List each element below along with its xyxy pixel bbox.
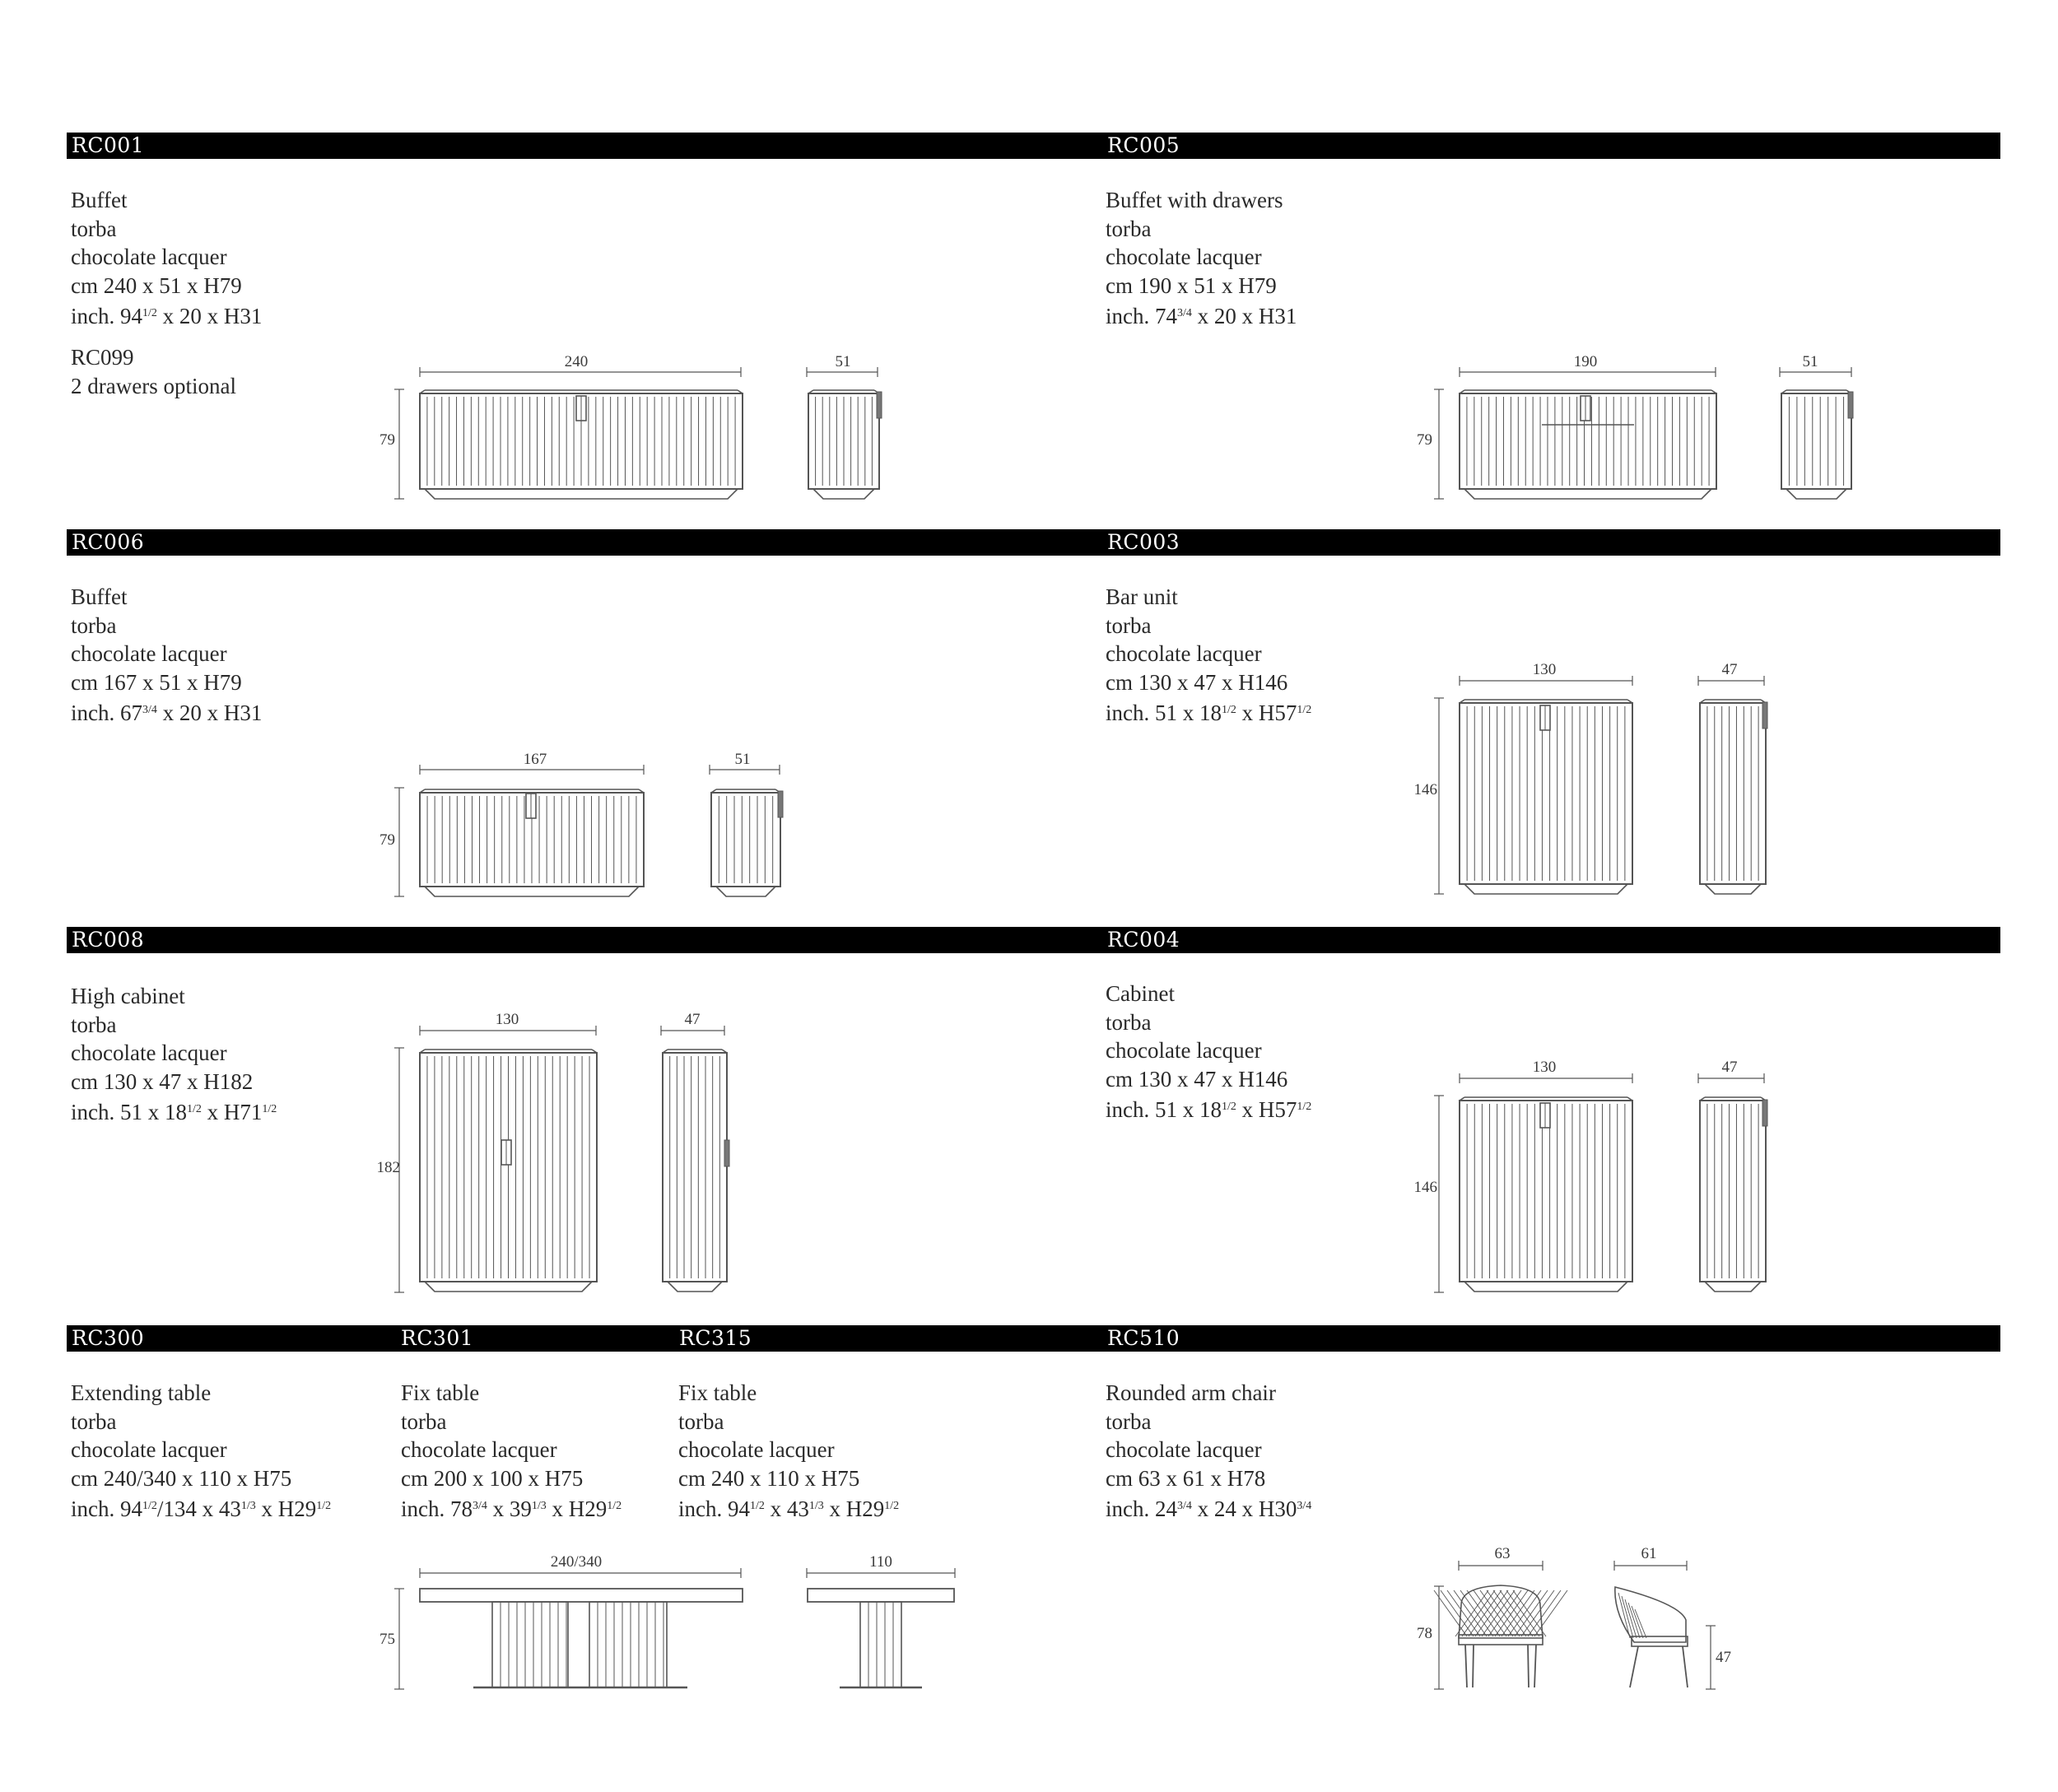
table-top xyxy=(420,1589,743,1602)
product-code: RC300 xyxy=(72,1326,145,1350)
width-dimension-label: 240/340 xyxy=(550,1553,603,1571)
product-finish: chocolate lacquer xyxy=(71,1040,227,1065)
product-name: Buffet xyxy=(71,188,128,212)
inch-text: x 43 xyxy=(764,1496,809,1521)
product-code: RC004 xyxy=(1107,928,1180,952)
quilting-line xyxy=(1528,1590,1561,1636)
inch-text: x 20 x H31 xyxy=(156,304,263,328)
inch-text: x H29 xyxy=(546,1496,608,1521)
fraction: 1/2 xyxy=(316,1500,332,1512)
product-size-cm: cm 200 x 100 x H75 xyxy=(401,1465,584,1491)
fraction: 3/4 xyxy=(473,1500,487,1512)
cabinet-body xyxy=(1700,1101,1766,1282)
product-name: Rounded arm chair xyxy=(1106,1380,1276,1405)
cabinet-plinth xyxy=(1705,1282,1761,1292)
product-size-cm: cm 190 x 51 x H79 xyxy=(1106,272,1277,298)
inch-text: inch. 74 xyxy=(1106,304,1177,328)
cabinet-plinth xyxy=(1464,489,1711,499)
side-handle xyxy=(1762,702,1767,728)
option-code: RC099 xyxy=(71,345,134,370)
product-name: Extending table xyxy=(71,1380,212,1405)
inch-text: inch. 94 xyxy=(678,1496,750,1521)
cabinet-body xyxy=(663,1053,727,1282)
cabinet-plinth xyxy=(716,887,775,896)
width-dimension-label: 130 xyxy=(1532,661,1557,678)
fraction: 1/3 xyxy=(240,1500,256,1512)
product-size-cm: cm 63 x 61 x H78 xyxy=(1106,1465,1266,1491)
inch-text: x 24 x H30 xyxy=(1191,1496,1297,1521)
height-dimension-label: 79 xyxy=(1417,431,1432,449)
depth-dimension-label: 51 xyxy=(835,353,851,370)
inch-text: inch. 94 xyxy=(71,304,142,328)
table-pedestal xyxy=(492,1602,568,1687)
fraction: 1/2 xyxy=(1297,1101,1312,1113)
product-finish: chocolate lacquer xyxy=(1106,244,1262,269)
quilting-line xyxy=(1460,1590,1493,1636)
depth-dimension-label: 47 xyxy=(1721,1059,1738,1076)
quilting-line xyxy=(1625,1599,1637,1638)
product-size-cm: cm 167 x 51 x H79 xyxy=(71,669,242,695)
product-wood: torba xyxy=(71,1012,117,1037)
product-code: RC301 xyxy=(401,1326,474,1350)
product-wood: torba xyxy=(1106,1408,1152,1434)
cabinet-plinth xyxy=(425,1282,592,1292)
inch-text: x H57 xyxy=(1236,1097,1297,1122)
product-code: RC001 xyxy=(72,133,145,157)
product-code: RC006 xyxy=(72,530,145,554)
fraction: 1/2 xyxy=(884,1500,900,1512)
product-wood: torba xyxy=(71,1408,117,1434)
side-handle xyxy=(1848,392,1853,418)
fraction: 1/3 xyxy=(531,1500,547,1512)
quilting-line xyxy=(1534,1590,1567,1636)
fraction: 3/4 xyxy=(1177,1500,1192,1512)
depth-dimension-label: 47 xyxy=(684,1011,701,1028)
product-finish: chocolate lacquer xyxy=(401,1437,557,1462)
depth-dimension-label: 47 xyxy=(1721,661,1738,678)
product-name: Bar unit xyxy=(1106,584,1178,609)
fraction: 1/2 xyxy=(142,1500,157,1512)
height-dimension-label: 79 xyxy=(379,431,395,449)
inch-text: inch. 51 x 18 xyxy=(1106,1097,1222,1122)
inch-text: inch. 94 xyxy=(71,1496,142,1521)
fraction: 3/4 xyxy=(1177,307,1192,319)
product-wood: torba xyxy=(1106,216,1152,241)
width-dimension-label: 63 xyxy=(1494,1545,1511,1562)
product-wood: torba xyxy=(71,216,117,241)
fraction: 1/2 xyxy=(1297,704,1312,716)
side-handle xyxy=(1762,1100,1767,1126)
fraction: 1/3 xyxy=(808,1500,824,1512)
depth-dimension-label: 61 xyxy=(1641,1545,1657,1562)
cabinet-plinth xyxy=(425,489,738,499)
product-finish: chocolate lacquer xyxy=(1106,641,1262,666)
product-finish: chocolate lacquer xyxy=(678,1437,835,1462)
chair-legs xyxy=(1465,1645,1536,1687)
product-size-cm: cm 130 x 47 x H182 xyxy=(71,1068,254,1094)
width-dimension-label: 190 xyxy=(1573,353,1598,370)
chair-back xyxy=(1459,1585,1543,1638)
cabinet-plinth xyxy=(668,1282,722,1292)
product-finish: chocolate lacquer xyxy=(71,641,227,666)
inch-text: /134 x 43 xyxy=(156,1496,241,1521)
inch-text: x H57 xyxy=(1236,701,1297,725)
product-code: RC008 xyxy=(72,928,145,952)
product-size-cm: cm 240/340 x 110 x H75 xyxy=(71,1465,292,1491)
product-finish: chocolate lacquer xyxy=(1106,1437,1262,1462)
product-finish: chocolate lacquer xyxy=(71,244,227,269)
product-code: RC003 xyxy=(1107,530,1180,554)
height-dimension-label: 146 xyxy=(1413,1179,1437,1196)
product-name: Buffet with drawers xyxy=(1106,188,1283,212)
width-dimension-label: 130 xyxy=(495,1011,519,1028)
inch-text: x H29 xyxy=(255,1496,317,1521)
inch-text: inch. 51 x 18 xyxy=(71,1100,187,1124)
product-wood: torba xyxy=(1106,1009,1152,1035)
product-wood: torba xyxy=(678,1408,724,1434)
cabinet-plinth xyxy=(813,489,874,499)
inch-text: x 20 x H31 xyxy=(1191,304,1297,328)
inch-text: x H71 xyxy=(201,1100,263,1124)
seat-height-label: 47 xyxy=(1716,1649,1731,1666)
cabinet-body xyxy=(1781,393,1851,489)
product-size-cm: cm 240 x 110 x H75 xyxy=(678,1465,860,1491)
inch-text: x 39 xyxy=(487,1496,532,1521)
height-dimension-label: 78 xyxy=(1417,1625,1432,1642)
height-dimension-label: 146 xyxy=(1413,781,1437,798)
cabinet-plinth xyxy=(1705,884,1761,894)
fraction: 1/2 xyxy=(750,1500,765,1512)
product-finish: chocolate lacquer xyxy=(71,1437,227,1462)
product-wood: torba xyxy=(401,1408,447,1434)
side-handle xyxy=(877,392,882,418)
table-pedestal xyxy=(860,1602,901,1687)
chair-side-back xyxy=(1615,1587,1686,1642)
depth-dimension-label: 110 xyxy=(869,1553,892,1571)
product-name: High cabinet xyxy=(71,984,185,1008)
product-wood: torba xyxy=(1106,612,1152,638)
cabinet-plinth xyxy=(1786,489,1846,499)
cabinet-body xyxy=(711,793,780,887)
fraction: 1/2 xyxy=(1222,1101,1236,1113)
product-name: Cabinet xyxy=(1106,981,1175,1006)
product-name: Fix table xyxy=(401,1380,480,1405)
fraction: 1/2 xyxy=(187,1103,202,1115)
product-code: RC315 xyxy=(679,1326,752,1350)
product-size-cm: cm 130 x 47 x H146 xyxy=(1106,669,1288,695)
inch-text: inch. 67 xyxy=(71,701,142,725)
fraction: 1/2 xyxy=(607,1500,622,1512)
product-name: Buffet xyxy=(71,584,128,609)
depth-dimension-label: 51 xyxy=(1802,353,1818,370)
quilting-line xyxy=(1508,1590,1541,1636)
side-handle xyxy=(724,1140,729,1166)
width-dimension-label: 240 xyxy=(564,353,589,370)
fraction: 3/4 xyxy=(1297,1500,1312,1512)
product-code: RC510 xyxy=(1107,1326,1180,1350)
depth-dimension-label: 51 xyxy=(734,751,751,768)
product-wood: torba xyxy=(71,612,117,638)
table-top xyxy=(808,1589,954,1602)
quilting-line xyxy=(1441,1590,1474,1636)
chair-legs xyxy=(1630,1646,1688,1687)
cabinet-body xyxy=(1700,703,1766,884)
inch-text: inch. 24 xyxy=(1106,1496,1177,1521)
cabinet-plinth xyxy=(1464,1282,1627,1292)
cabinet-plinth xyxy=(425,887,639,896)
cabinet-plinth xyxy=(1464,884,1627,894)
height-dimension-label: 79 xyxy=(379,831,395,849)
quilting-line xyxy=(1632,1606,1643,1638)
inch-text: x 20 x H31 xyxy=(156,701,263,725)
quilting-line xyxy=(1628,1603,1640,1638)
height-dimension-label: 75 xyxy=(379,1631,395,1648)
product-code: RC005 xyxy=(1107,133,1180,157)
product-name: Fix table xyxy=(678,1380,757,1405)
width-dimension-label: 130 xyxy=(1532,1059,1557,1076)
product-finish: chocolate lacquer xyxy=(1106,1038,1262,1063)
product-size-cm: cm 240 x 51 x H79 xyxy=(71,272,242,298)
fraction: 1/2 xyxy=(1222,704,1236,716)
side-handle xyxy=(778,791,783,817)
inch-text: inch. 78 xyxy=(401,1496,473,1521)
inch-text: inch. 51 x 18 xyxy=(1106,701,1222,725)
height-dimension-label: 182 xyxy=(376,1159,400,1176)
inch-text: x H29 xyxy=(823,1496,885,1521)
fraction: 1/2 xyxy=(262,1103,277,1115)
option-text: 2 drawers optional xyxy=(71,374,236,398)
fraction: 3/4 xyxy=(142,704,157,716)
product-size-cm: cm 130 x 47 x H146 xyxy=(1106,1066,1288,1091)
fraction: 1/2 xyxy=(142,307,157,319)
width-dimension-label: 167 xyxy=(523,751,547,768)
chair-seat xyxy=(1459,1635,1543,1645)
quilting-line xyxy=(1635,1609,1646,1638)
